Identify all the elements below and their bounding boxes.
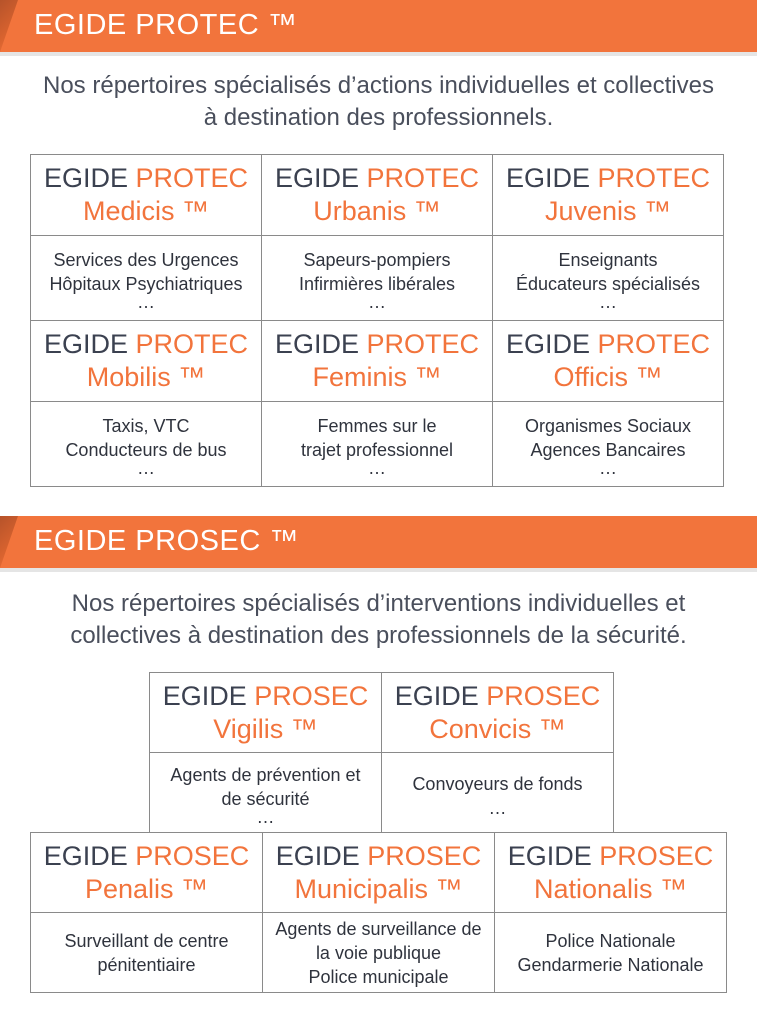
brand-protec: PROTEC	[135, 329, 249, 359]
card-line: Agences Bancaires	[530, 440, 686, 460]
brand-egide: EGIDE	[394, 680, 479, 711]
brand-prosec: PROSEC	[254, 680, 369, 711]
brand-egide: EGIDE	[505, 329, 590, 359]
card-line: Taxis, VTC	[102, 416, 190, 436]
protec-header-row	[31, 321, 724, 402]
card-name: Vigilis ™	[213, 713, 318, 744]
prosec-body-row	[150, 753, 614, 833]
card-name: Juvenis ™	[544, 196, 672, 226]
card-name: Penalis ™	[84, 873, 209, 904]
brand-protec: PROTEC	[366, 329, 480, 359]
card-line: Sapeurs-pompiers	[303, 250, 451, 270]
card-line: Femmes sur le	[317, 416, 437, 436]
brand-egide: EGIDE	[43, 329, 128, 359]
card-name: Medicis ™	[82, 196, 210, 226]
card-body	[495, 913, 727, 993]
card-line: Hôpitaux Psychiatriques	[49, 274, 243, 294]
brand-protec: PROTEC	[597, 163, 711, 193]
card-ellipsis: …	[137, 292, 155, 312]
card-body	[31, 913, 263, 993]
prosec-intro-line: collectives à destination des professionnels de la sécurité.	[70, 622, 687, 649]
card-header	[493, 155, 724, 236]
card-header	[262, 155, 493, 236]
card-header	[262, 321, 493, 402]
brand-egide: EGIDE	[274, 163, 359, 193]
protec-header-row	[31, 155, 724, 236]
protec-body-row	[31, 236, 724, 321]
card-ellipsis: …	[488, 797, 507, 818]
card-line: Enseignants	[558, 250, 658, 270]
card-header	[150, 673, 382, 753]
brand-egide: EGIDE	[274, 329, 359, 359]
card-line: de sécurité	[221, 788, 310, 809]
brand-egide: EGIDE	[507, 840, 592, 871]
brand-egide: EGIDE	[162, 680, 247, 711]
card-line: Police municipale	[308, 966, 449, 987]
prosec-body-row	[31, 913, 727, 993]
card-line: Gendarmerie Nationale	[517, 954, 704, 975]
protec-intro-line: Nos répertoires spécialisés d’actions individuelles et collectives	[43, 72, 714, 99]
prosec-header-row	[150, 673, 614, 753]
card-header	[31, 833, 263, 913]
card-ellipsis: …	[599, 292, 617, 312]
card-ellipsis: …	[368, 458, 386, 478]
brand-prosec: PROSEC	[486, 680, 601, 711]
protec-banner	[0, 0, 757, 52]
brand-egide: EGIDE	[275, 840, 360, 871]
banner-fold	[0, 516, 18, 568]
card-header	[263, 833, 495, 913]
brand-protec: PROTEC	[597, 329, 711, 359]
prosec-intro	[0, 588, 757, 652]
brand-egide: EGIDE	[43, 840, 128, 871]
card-name: Mobilis ™	[86, 362, 206, 392]
brand-egide: EGIDE	[43, 163, 128, 193]
card-line: Infirmières libérales	[298, 274, 456, 294]
brand-protec: PROTEC	[366, 163, 480, 193]
protec-grid	[30, 154, 724, 487]
card-line: la voie publique	[315, 942, 442, 963]
card-body	[382, 753, 614, 833]
protec-title: EGIDE PROTEC ™	[34, 9, 298, 41]
card-ellipsis: …	[599, 458, 617, 478]
brand-prosec: PROSEC	[367, 840, 482, 871]
card-ellipsis: …	[368, 292, 386, 312]
brand-prosec: PROSEC	[135, 840, 250, 871]
card-body	[262, 236, 493, 321]
card-name: Officis ™	[553, 362, 663, 392]
card-line: pénitentiaire	[97, 954, 196, 975]
card-header	[31, 155, 262, 236]
prosec-intro-line: Nos répertoires spécialisés d’interventions individuelles et	[71, 590, 686, 617]
prosec-header-row	[31, 833, 727, 913]
protec-intro-line: à destination des professionnels.	[203, 104, 554, 131]
card-ellipsis: …	[256, 806, 275, 827]
card-line: Éducateurs spécialisés	[515, 274, 701, 294]
card-header	[495, 833, 727, 913]
card-body	[31, 402, 262, 487]
card-name: Urbanis ™	[313, 196, 441, 226]
prosec-title: EGIDE PROSEC ™	[34, 525, 299, 557]
card-name: Municipalis ™	[294, 873, 463, 904]
card-body	[150, 753, 382, 833]
prosec-banner	[0, 516, 757, 568]
protec-body-row	[31, 402, 724, 487]
card-line: Convoyeurs de fonds	[412, 773, 583, 794]
card-ellipsis: …	[137, 458, 155, 478]
card-line: Agents de surveillance de	[275, 918, 482, 939]
card-line: Agents de prévention et	[170, 764, 361, 785]
card-line: trajet professionnel	[300, 440, 454, 460]
card-line: Organismes Sociaux	[524, 416, 692, 436]
card-header	[493, 321, 724, 402]
card-line: Conducteurs de bus	[65, 440, 227, 460]
card-name: Convicis ™	[429, 713, 566, 744]
card-body	[31, 236, 262, 321]
card-name: Feminis ™	[312, 362, 442, 392]
banner-fold	[0, 0, 18, 52]
brand-prosec: PROSEC	[599, 840, 714, 871]
card-line: Services des Urgences	[53, 250, 239, 270]
card-name: Nationalis ™	[533, 873, 688, 904]
card-body	[493, 236, 724, 321]
card-body	[262, 402, 493, 487]
prosec-grid-top	[149, 672, 614, 833]
card-body	[263, 913, 495, 993]
card-line: Surveillant de centre	[64, 930, 229, 951]
card-line: Police Nationale	[545, 930, 676, 951]
card-header	[382, 673, 614, 753]
brand-egide: EGIDE	[505, 163, 590, 193]
protec-intro	[0, 70, 757, 134]
brand-protec: PROTEC	[135, 163, 249, 193]
prosec-grid-bottom	[30, 832, 727, 993]
card-header	[31, 321, 262, 402]
card-body	[493, 402, 724, 487]
